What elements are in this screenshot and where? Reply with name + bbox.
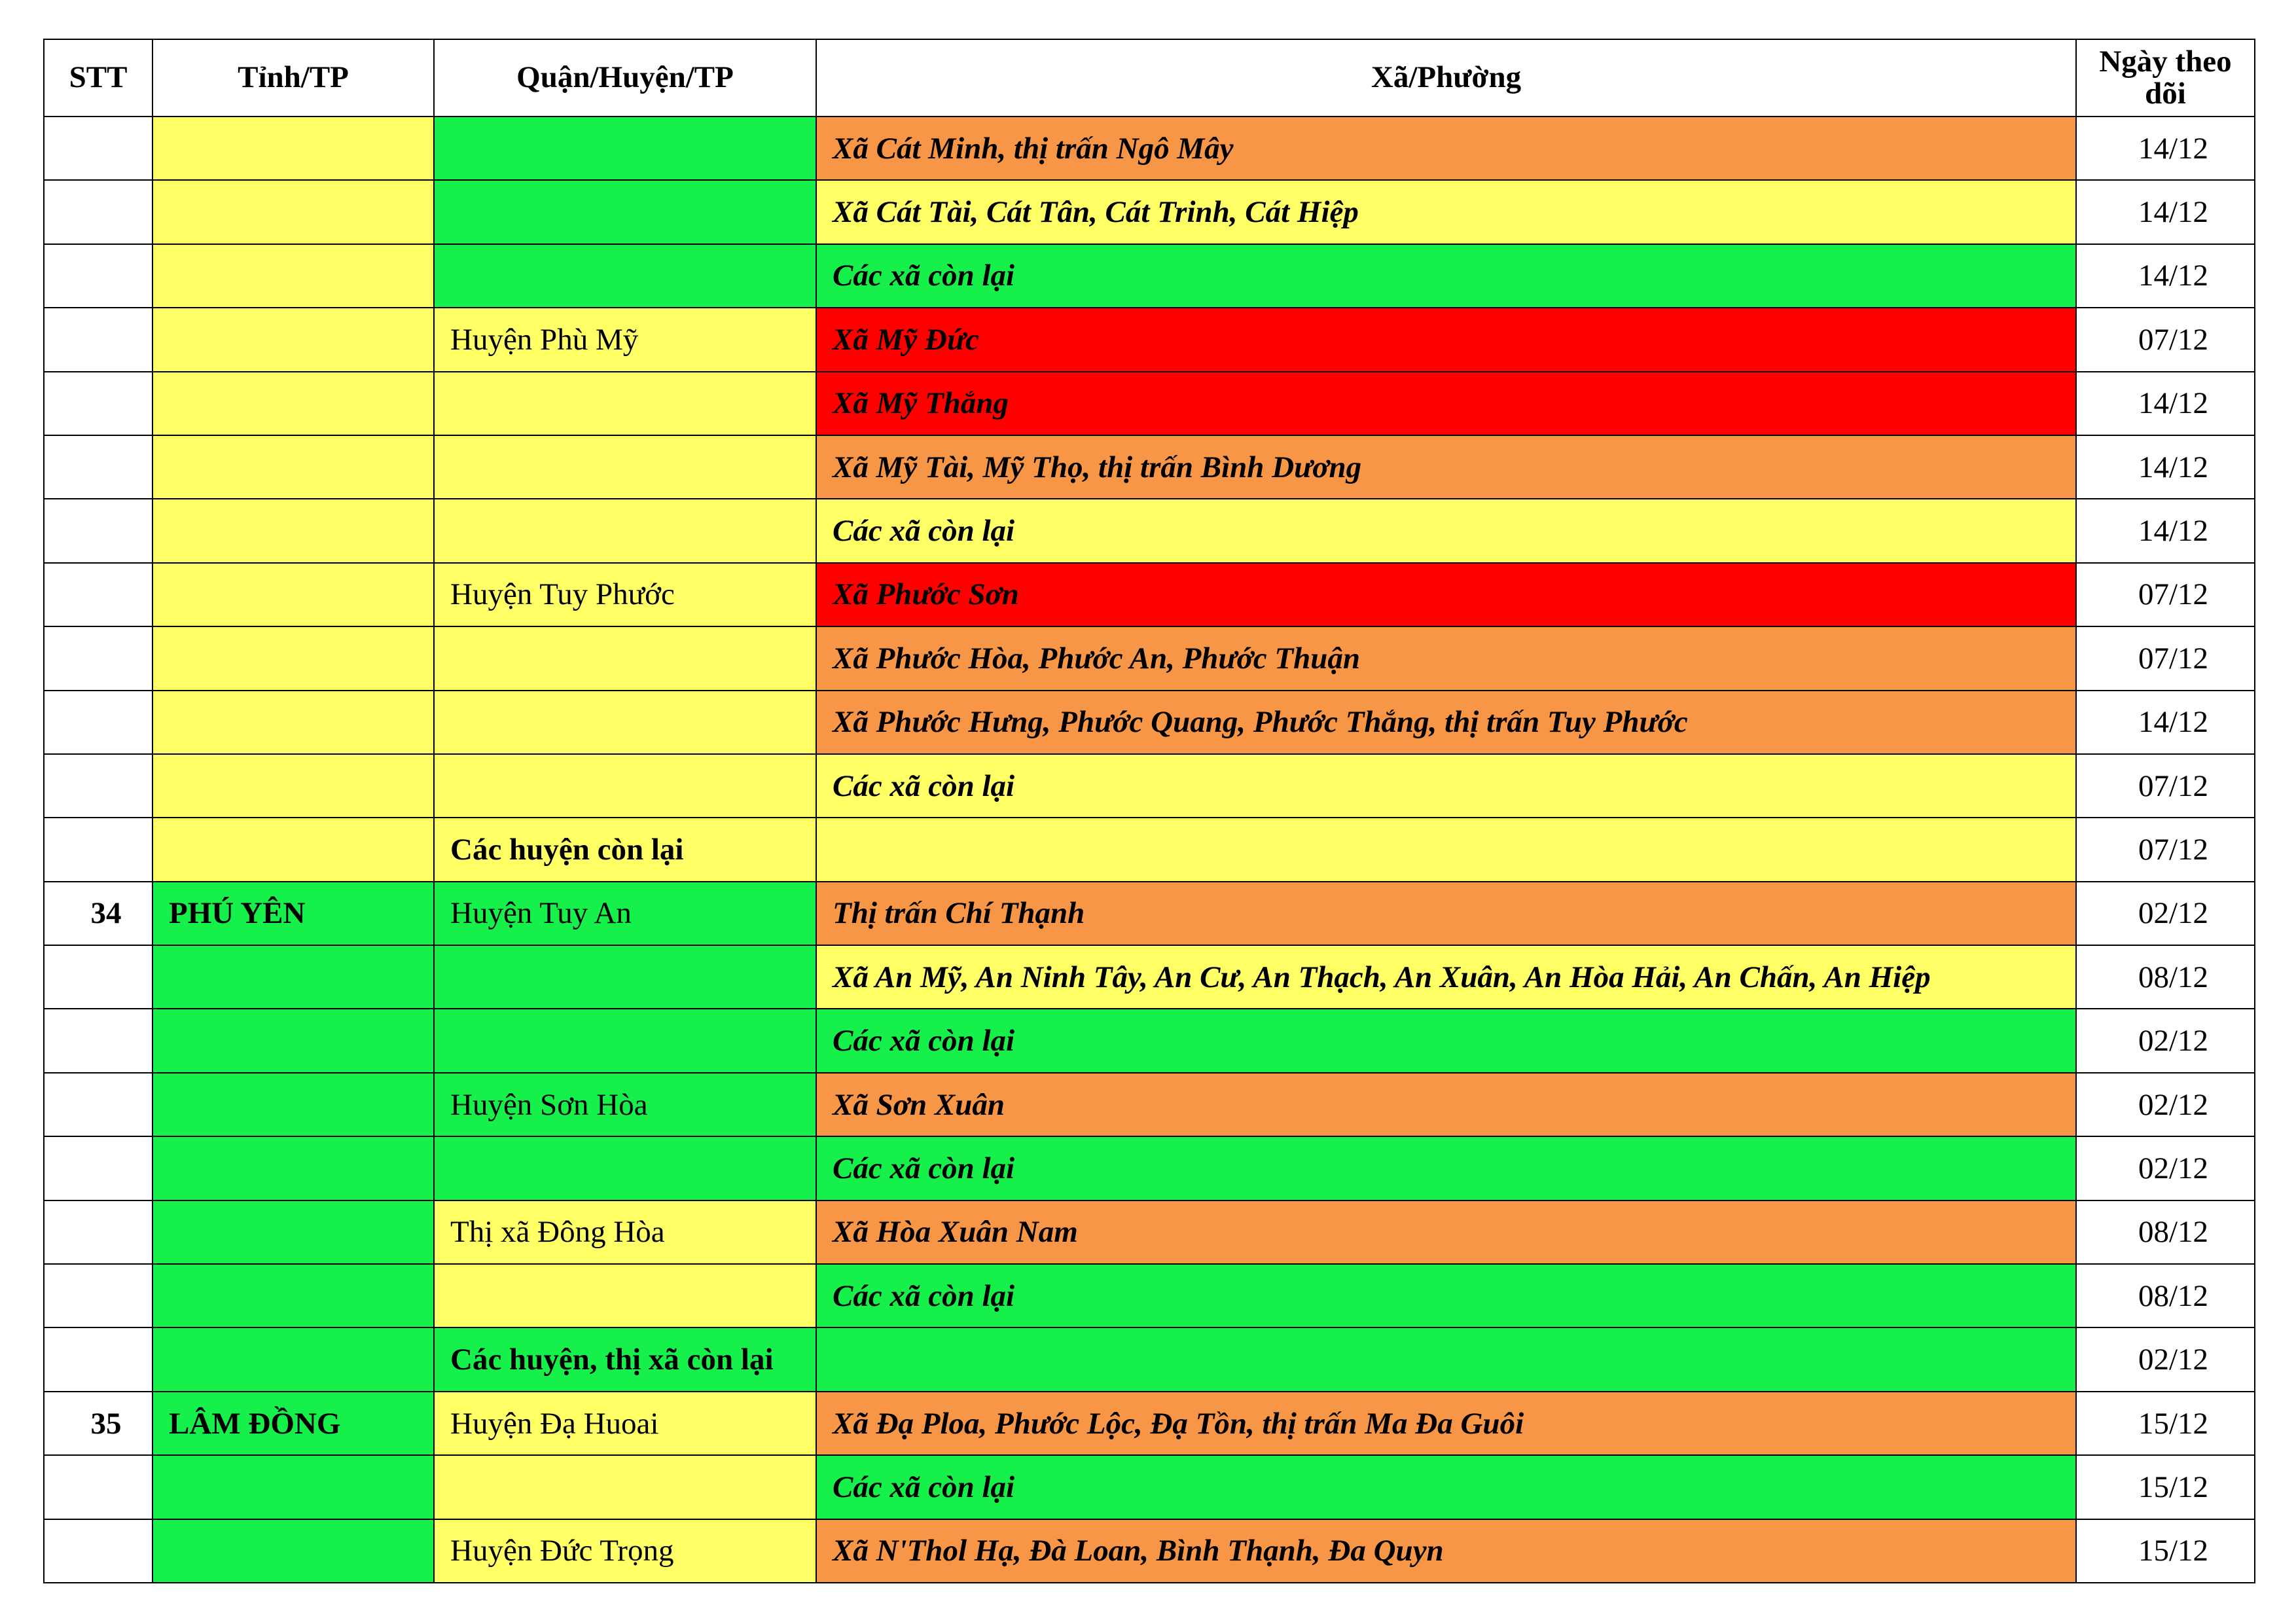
stt-cell — [44, 1073, 152, 1136]
date-cell: 07/12 — [2076, 626, 2255, 690]
province-cell — [152, 818, 434, 881]
date-cell: 15/12 — [2076, 1519, 2255, 1583]
table-row — [44, 435, 2255, 499]
stt-cell — [44, 1200, 152, 1264]
table-row — [44, 754, 2255, 818]
stt-cell — [44, 691, 152, 754]
stt-cell — [44, 1327, 152, 1391]
commune-cell: Các xã còn lại — [816, 1009, 2076, 1072]
table-row — [44, 818, 2255, 881]
stt-cell — [44, 1264, 152, 1327]
commune-cell: Xã Mỹ Đức — [816, 308, 2076, 371]
commune-cell: Các xã còn lại — [816, 1264, 2076, 1327]
province-cell — [152, 563, 434, 626]
commune-cell: Xã Cát Minh, thị trấn Ngô Mây — [816, 117, 2076, 180]
stt-cell — [44, 372, 152, 435]
province-cell — [152, 1136, 434, 1200]
header-commune: Xã/Phường — [816, 39, 2076, 117]
commune-cell: Xã Mỹ Thắng — [816, 372, 2076, 435]
commune-cell — [816, 818, 2076, 881]
table-row — [44, 563, 2255, 626]
commune-cell: Xã Phước Hòa, Phước An, Phước Thuận — [816, 626, 2076, 690]
table-row — [44, 626, 2255, 690]
province-cell: PHÚ YÊN — [152, 882, 434, 945]
commune-cell: Các xã còn lại — [816, 754, 2076, 818]
header-tracking-date: Ngày theo dõi — [2076, 39, 2255, 117]
date-cell: 14/12 — [2076, 244, 2255, 308]
commune-cell: Xã Phước Hưng, Phước Quang, Phước Thắng, thị trấn Tuy Phước — [816, 691, 2076, 754]
district-cell: Huyện Tuy Phước — [434, 563, 816, 626]
table-row — [44, 1392, 2255, 1455]
district-cell — [434, 499, 816, 562]
header-province: Tỉnh/TP — [152, 39, 434, 117]
table-row — [44, 1455, 2255, 1519]
date-cell: 14/12 — [2076, 499, 2255, 562]
province-cell — [152, 308, 434, 371]
date-cell: 08/12 — [2076, 945, 2255, 1009]
date-cell: 07/12 — [2076, 563, 2255, 626]
stt-cell — [44, 754, 152, 818]
date-cell: 14/12 — [2076, 180, 2255, 244]
province-cell — [152, 1009, 434, 1072]
commune-cell: Các xã còn lại — [816, 244, 2076, 308]
tracking-table — [43, 39, 2255, 1583]
district-cell: Huyện Phù Mỹ — [434, 308, 816, 371]
district-cell — [434, 1264, 816, 1327]
district-cell: Huyện Sơn Hòa — [434, 1073, 816, 1136]
stt-cell — [44, 626, 152, 690]
table-row — [44, 372, 2255, 435]
table-row — [44, 1327, 2255, 1391]
province-cell — [152, 1073, 434, 1136]
date-cell: 15/12 — [2076, 1392, 2255, 1455]
table-row — [44, 1073, 2255, 1136]
table-row — [44, 882, 2255, 945]
province-cell — [152, 372, 434, 435]
date-cell: 02/12 — [2076, 1327, 2255, 1391]
province-cell — [152, 1519, 434, 1583]
district-cell — [434, 244, 816, 308]
commune-cell: Xã Mỹ Tài, Mỹ Thọ, thị trấn Bình Dương — [816, 435, 2076, 499]
date-cell: 07/12 — [2076, 754, 2255, 818]
stt-cell: 35 — [44, 1392, 152, 1455]
table-row — [44, 117, 2255, 180]
commune-cell: Xã Sơn Xuân — [816, 1073, 2076, 1136]
district-cell: Huyện Đạ Huoai — [434, 1392, 816, 1455]
district-cell — [434, 626, 816, 690]
date-cell: 15/12 — [2076, 1455, 2255, 1519]
district-cell: Các huyện còn lại — [434, 818, 816, 881]
header-district: Quận/Huyện/TP — [434, 39, 816, 117]
province-cell — [152, 1327, 434, 1391]
date-cell: 14/12 — [2076, 117, 2255, 180]
commune-cell: Thị trấn Chí Thạnh — [816, 882, 2076, 945]
province-cell — [152, 626, 434, 690]
district-cell: Thị xã Đông Hòa — [434, 1200, 816, 1264]
table-row — [44, 1136, 2255, 1200]
stt-cell — [44, 117, 152, 180]
province-cell — [152, 1200, 434, 1264]
commune-cell: Xã An Mỹ, An Ninh Tây, An Cư, An Thạch, An Xuân, An Hòa Hải, An Chấn, An Hiệp — [816, 945, 2076, 1009]
table-row — [44, 691, 2255, 754]
stt-cell — [44, 818, 152, 881]
district-cell — [434, 372, 816, 435]
commune-cell: Xã Hòa Xuân Nam — [816, 1200, 2076, 1264]
district-cell — [434, 754, 816, 818]
date-cell: 14/12 — [2076, 435, 2255, 499]
table-row — [44, 1009, 2255, 1072]
header-row — [44, 39, 2255, 117]
district-cell — [434, 1455, 816, 1519]
table-row — [44, 1264, 2255, 1327]
stt-cell — [44, 180, 152, 244]
commune-cell: Các xã còn lại — [816, 499, 2076, 562]
stt-cell — [44, 1519, 152, 1583]
stt-cell — [44, 308, 152, 371]
stt-cell — [44, 563, 152, 626]
stt-cell — [44, 1455, 152, 1519]
district-cell — [434, 180, 816, 244]
district-cell — [434, 435, 816, 499]
table-row — [44, 499, 2255, 562]
province-cell — [152, 180, 434, 244]
province-cell — [152, 754, 434, 818]
stt-cell — [44, 499, 152, 562]
table-row — [44, 244, 2255, 308]
province-cell — [152, 244, 434, 308]
province-cell — [152, 945, 434, 1009]
province-cell — [152, 691, 434, 754]
province-cell — [152, 1455, 434, 1519]
commune-cell — [816, 1327, 2076, 1391]
stt-cell — [44, 435, 152, 499]
date-cell: 07/12 — [2076, 818, 2255, 881]
date-cell: 14/12 — [2076, 372, 2255, 435]
district-cell: Các huyện, thị xã còn lại — [434, 1327, 816, 1391]
district-cell: Huyện Đức Trọng — [434, 1519, 816, 1583]
commune-cell: Xã Phước Sơn — [816, 563, 2076, 626]
table-row — [44, 1200, 2255, 1264]
stt-cell — [44, 1009, 152, 1072]
province-cell — [152, 499, 434, 562]
district-cell — [434, 691, 816, 754]
table-row — [44, 1519, 2255, 1583]
table-row — [44, 945, 2255, 1009]
table-row — [44, 180, 2255, 244]
date-cell: 02/12 — [2076, 1136, 2255, 1200]
commune-cell: Xã N'Thol Hạ, Đà Loan, Bình Thạnh, Đa Quyn — [816, 1519, 2076, 1583]
table-row — [44, 308, 2255, 371]
province-cell — [152, 117, 434, 180]
district-cell: Huyện Tuy An — [434, 882, 816, 945]
stt-cell — [44, 945, 152, 1009]
district-cell — [434, 117, 816, 180]
stt-cell: 34 — [44, 882, 152, 945]
province-cell: LÂM ĐỒNG — [152, 1392, 434, 1455]
commune-cell: Xã Cát Tài, Cát Tân, Cát Trinh, Cát Hiệp — [816, 180, 2076, 244]
province-cell — [152, 435, 434, 499]
table-body — [44, 117, 2255, 1583]
district-cell — [434, 1136, 816, 1200]
header-stt: STT — [44, 39, 152, 117]
date-cell: 14/12 — [2076, 691, 2255, 754]
commune-cell: Các xã còn lại — [816, 1455, 2076, 1519]
date-cell: 08/12 — [2076, 1264, 2255, 1327]
date-cell: 08/12 — [2076, 1200, 2255, 1264]
district-cell — [434, 945, 816, 1009]
table-header — [44, 39, 2255, 117]
commune-cell: Các xã còn lại — [816, 1136, 2076, 1200]
stt-cell — [44, 244, 152, 308]
date-cell: 02/12 — [2076, 882, 2255, 945]
date-cell: 02/12 — [2076, 1009, 2255, 1072]
date-cell: 02/12 — [2076, 1073, 2255, 1136]
province-cell — [152, 1264, 434, 1327]
commune-cell: Xã Đạ Ploa, Phước Lộc, Đạ Tồn, thị trấn Ma Đa Guôi — [816, 1392, 2076, 1455]
date-cell: 07/12 — [2076, 308, 2255, 371]
district-cell — [434, 1009, 816, 1072]
stt-cell — [44, 1136, 152, 1200]
